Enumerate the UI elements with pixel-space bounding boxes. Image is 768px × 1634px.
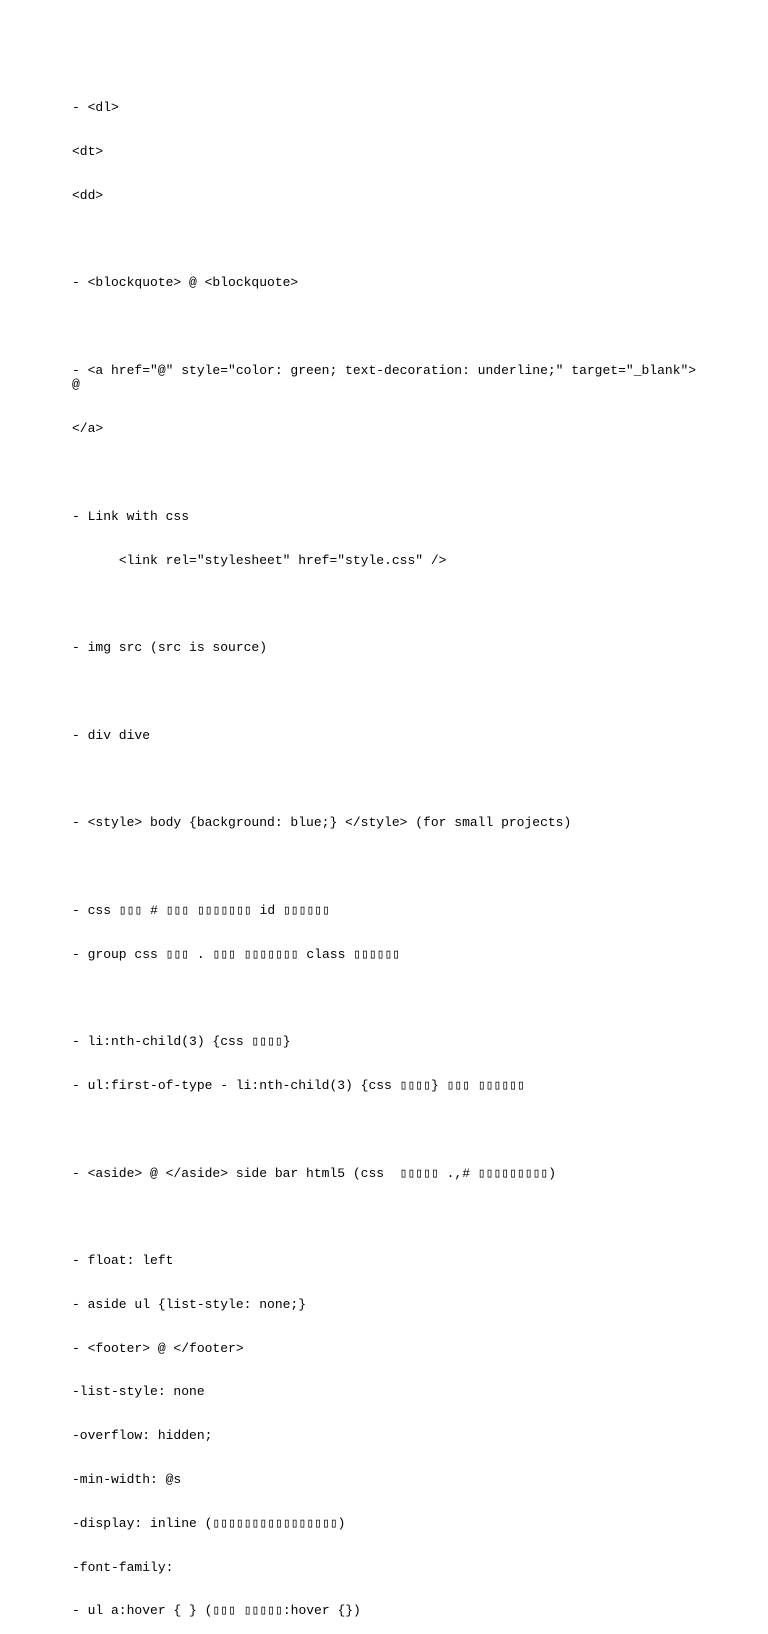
text-line: - Link with css <box>72 508 190 524</box>
text-line: - ul:first-of-type - li:nth-child(3) {css ▯▯▯▯} ▯▯▯ ▯▯▯▯▯▯ <box>72 1077 525 1093</box>
blank-line <box>72 773 702 788</box>
text-line: - <a href="@" style="color: green; text-decoration: underline;" target="_blank"> @ <box>72 362 704 393</box>
text-line: - css ▯▯▯ # ▯▯▯ ▯▯▯▯▯▯▯ id ▯▯▯▯▯▯ <box>72 902 330 918</box>
text-line: - ul a:hover { } (▯▯▯ ▯▯▯▯▯:hover {}) <box>72 1603 361 1619</box>
text-line: -list-style: none <box>72 1384 205 1400</box>
text-line: <dd> <box>72 187 104 203</box>
document-body <box>72 72 702 1634</box>
text-line: -display: inline (▯▯▯▯▯▯▯▯▯▯▯▯▯▯▯▯) <box>72 1515 346 1531</box>
text-line: -min-width: @s <box>72 1472 182 1487</box>
blank-line <box>72 860 702 875</box>
text-line: <dt> <box>72 143 104 159</box>
blank-line <box>72 1123 702 1138</box>
text-line: - group css ▯▯▯ . ▯▯▯ ▯▯▯▯▯▯▯ class ▯▯▯▯▯▯ <box>72 946 401 962</box>
text-line: -overflow: hidden; <box>72 1428 213 1444</box>
text-line: - div dive <box>72 727 151 743</box>
text-line: - <dl> <box>72 100 119 116</box>
blank-line <box>72 685 702 700</box>
text-line: - img src (src is source) <box>72 640 268 656</box>
text-line: - <aside> @ </aside> side bar html5 (css ▯▯▯▯▯ .,# ▯▯▯▯▯▯▯▯▯) <box>72 1165 557 1181</box>
text-line: - float: left <box>72 1253 174 1269</box>
text-line: - <footer> @ </footer> <box>72 1340 244 1356</box>
blank-line <box>72 597 702 612</box>
text-line: - aside ul {list-style: none;} <box>72 1296 307 1312</box>
blank-line <box>72 1210 702 1225</box>
text-line: -font-family: <box>72 1559 174 1575</box>
blank-line <box>72 991 702 1006</box>
text-line: - li:nth-child(3) {css ▯▯▯▯} <box>72 1034 291 1050</box>
blank-line <box>72 320 702 335</box>
text-line: <link rel="stylesheet" href="style.css" /> <box>72 552 447 568</box>
text-line: - <blockquote> @ <blockquote> <box>72 275 299 291</box>
text-line: </a> <box>72 421 104 437</box>
blank-line <box>72 233 702 248</box>
blank-line <box>72 466 702 481</box>
text-line: - <style> body {background: blue;} </style> (for small projects) <box>72 815 572 831</box>
